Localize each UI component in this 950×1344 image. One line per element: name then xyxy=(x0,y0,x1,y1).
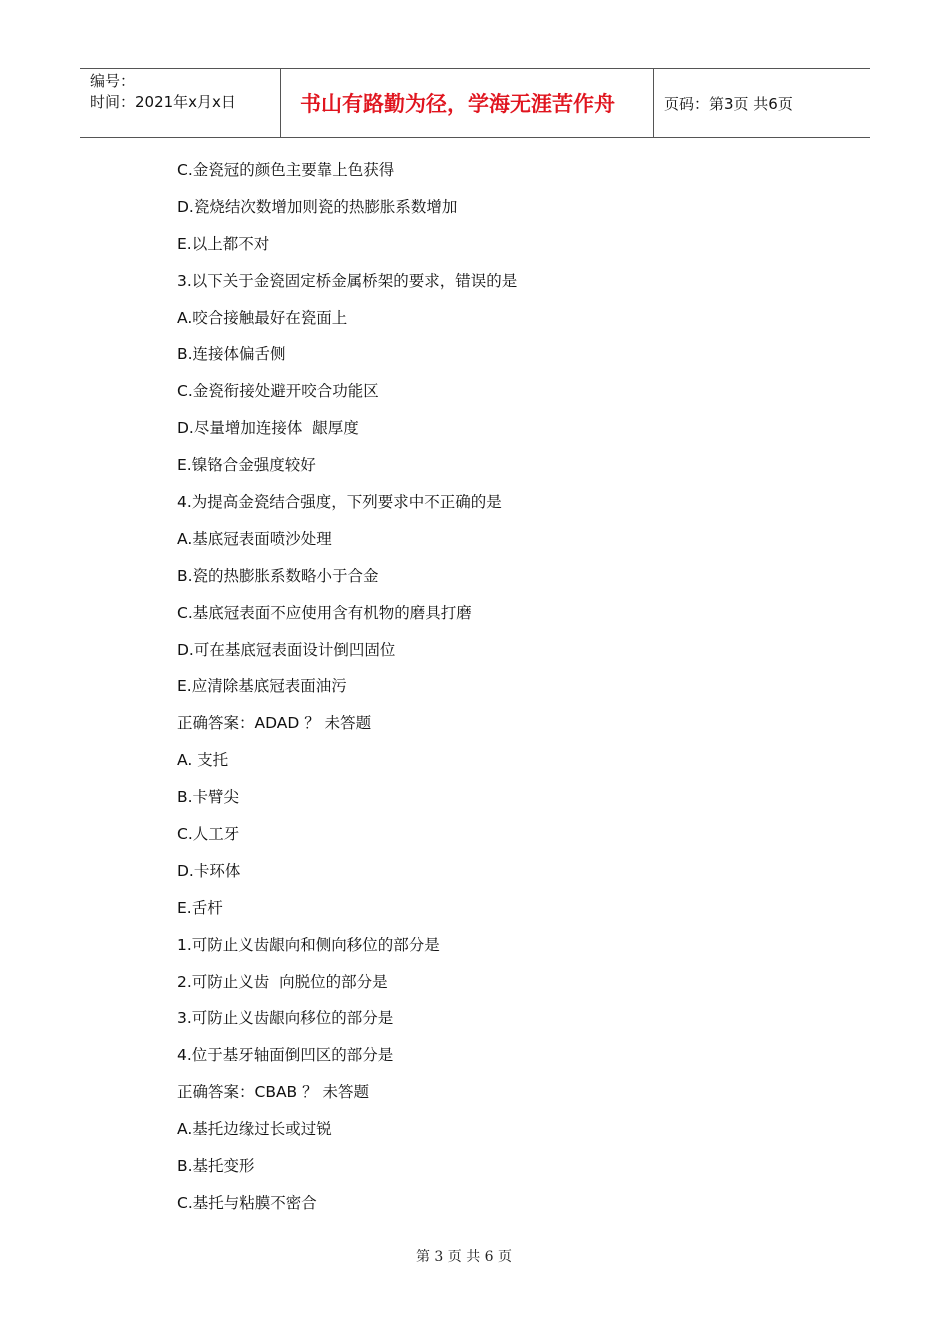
answer-line: 正确答案：ADAD ？ 未答题 xyxy=(177,714,372,733)
text-line: E.以上都不对 xyxy=(177,234,270,253)
text-line: A. 支托 xyxy=(177,751,229,770)
header-page-info: 页码：第3页 共6页 xyxy=(664,94,793,113)
answer-line: 正确答案：CBAB ？ 未答题 xyxy=(177,1083,370,1102)
page-header xyxy=(80,68,870,138)
text-line: E.镍铬合金强度较好 xyxy=(177,456,316,475)
time-label: 时间：2021年x月x日 xyxy=(90,93,236,111)
page-footer xyxy=(0,1246,950,1266)
text-line: B.瓷的热膨胀系数略小于合金 xyxy=(177,566,379,585)
text-line: D.尽量增加连接体 龈厚度 xyxy=(177,419,359,438)
question-line: 3.以下关于金瓷固定桥金属桥架的要求，错误的是 xyxy=(177,271,518,290)
number-label: 编号： xyxy=(90,72,136,90)
question-line: 3.可防止义齿龈向移位的部分是 xyxy=(177,1009,394,1028)
text-line: C.人工牙 xyxy=(177,825,240,844)
text-line: E.舌杆 xyxy=(177,898,223,917)
text-line: C.金瓷衔接处避开咬合功能区 xyxy=(177,382,379,401)
text-line: A.基底冠表面喷沙处理 xyxy=(177,529,332,548)
header-motto: 书山有路勤为径，学海无涯苦作舟 xyxy=(281,69,654,137)
text-line: B.连接体偏舌侧 xyxy=(177,345,286,364)
footer-page-number: 第 3 页 共 6 页 xyxy=(415,1249,513,1265)
document-body xyxy=(177,152,517,1222)
header-meta xyxy=(80,69,281,137)
text-line: B.卡臂尖 xyxy=(177,788,240,807)
question-line: 4.位于基牙轴面倒凹区的部分是 xyxy=(177,1046,394,1065)
text-line: C.金瓷冠的颜色主要靠上色获得 xyxy=(177,161,395,179)
text-line: A.基托边缘过长或过锐 xyxy=(177,1120,332,1139)
question-line: 2.可防止义齿 向脱位的部分是 xyxy=(177,972,388,991)
text-line: D.可在基底冠表面设计倒凹固位 xyxy=(177,640,396,659)
text-line: B.基托变形 xyxy=(177,1157,255,1176)
text-line: D.瓷烧结次数增加则瓷的热膨胀系数增加 xyxy=(177,197,458,216)
text-line: D.卡环体 xyxy=(177,861,241,880)
text-line: C.基托与粘膜不密合 xyxy=(177,1193,317,1212)
text-line: A.咬合接触最好在瓷面上 xyxy=(177,308,348,327)
text-line: C.基底冠表面不应使用含有机物的磨具打磨 xyxy=(177,603,472,622)
text-line: E.应清除基底冠表面油污 xyxy=(177,677,347,696)
question-line: 1.可防止义齿龈向和侧向移位的部分是 xyxy=(177,935,440,954)
question-line: 4.为提高金瓷结合强度，下列要求中不正确的是 xyxy=(177,493,502,512)
